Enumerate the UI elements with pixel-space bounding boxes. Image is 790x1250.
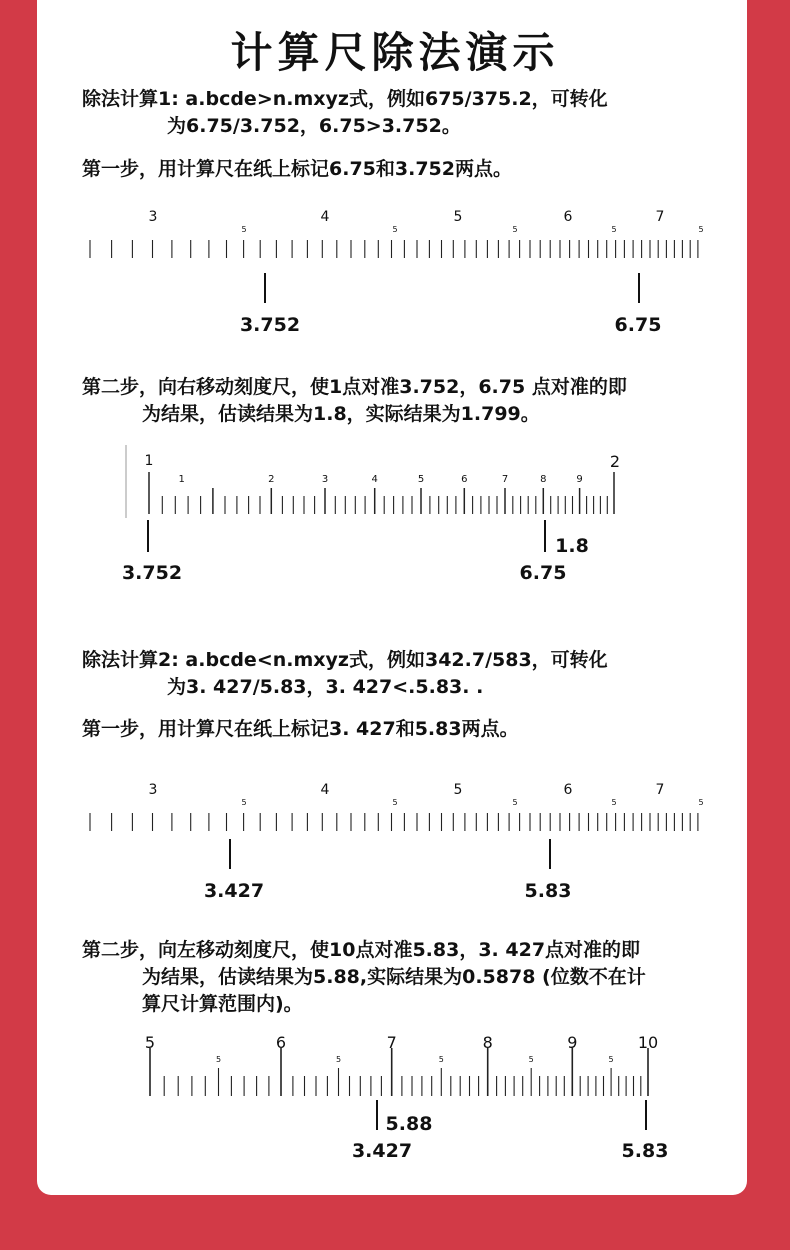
section2-step2-line3: 算尺计算范围内)。 <box>142 993 303 1015</box>
ruler3-major-7: 7 <box>655 782 665 798</box>
ruler2-inner-label: 5 <box>417 474 425 485</box>
ruler2-end-2: 2 <box>609 452 621 471</box>
ruler-2 <box>0 440 790 590</box>
section1-step2 <box>82 374 627 428</box>
ruler3-major-5: 5 <box>453 782 463 798</box>
ruler3-major-6: 6 <box>563 782 573 798</box>
section2-line1: 除法计算2: a.bcde<n.mxyz式，例如342.7/583，可转化 <box>82 649 608 671</box>
ruler2-inner-label: 1 <box>178 474 185 485</box>
section2-line2: 为3. 427/5.83，3. 427<.5.83. . <box>167 676 484 698</box>
ruler1-major-6: 6 <box>563 209 573 225</box>
section2-step2-line1: 第二步，向左移动刻度尺，使10点对准5.83，3. 427点对准的即 <box>82 939 641 961</box>
ruler1-major-3: 3 <box>148 209 158 225</box>
ruler-1 <box>0 200 790 340</box>
ruler2-inner-label: 4 <box>371 474 378 485</box>
ruler2-mark-label-a: 3.752 <box>121 562 183 584</box>
ruler4-minor-label: 5 <box>215 1055 222 1064</box>
ruler4-major-label: 10 <box>637 1033 659 1052</box>
section1-step2-line1: 第二步，向右移动刻度尺，使1点对准3.752，6.75 点对准的即 <box>82 376 627 398</box>
ruler2-inner-label: 9 <box>576 474 583 485</box>
ruler2-inner-label: 7 <box>501 474 509 485</box>
ruler-4 <box>0 1028 790 1168</box>
ruler3-minor-5d: 5 <box>611 798 617 807</box>
section2-intro <box>82 647 608 701</box>
ruler3-major-4: 4 <box>320 782 330 798</box>
ruler4-major-label: 6 <box>275 1033 287 1052</box>
ruler4-major-label: 5 <box>144 1033 156 1052</box>
ruler1-minor-5c: 5 <box>512 225 518 234</box>
ruler2-mark-label-b: 6.75 <box>519 562 567 584</box>
page-title: 计算尺除法演示 <box>230 28 560 77</box>
ruler1-minor-5e: 5 <box>698 225 704 234</box>
section2-step2-line2: 为结果，估读结果为5.88,实际结果为0.5878 (位数不在计 <box>142 966 646 988</box>
ruler1-major-7: 7 <box>655 209 665 225</box>
ruler4-minor-label: 5 <box>335 1055 342 1064</box>
ruler-3 <box>0 773 790 913</box>
ruler1-ticks <box>90 240 698 258</box>
ruler2-end-1: 1 <box>144 453 154 469</box>
ruler3-mark-label-a: 3.427 <box>203 880 265 902</box>
section1-line2: 为6.75/3.752，6.75>3.752。 <box>167 115 461 137</box>
ruler1-major-4: 4 <box>320 209 330 225</box>
ruler4-minor-label: 5 <box>528 1055 534 1064</box>
ruler4-major-label: 9 <box>567 1033 578 1052</box>
ruler2-result-label: 1.8 <box>555 535 589 557</box>
ruler2-inner-label: 3 <box>321 474 329 485</box>
ruler4-minor-label: 5 <box>438 1055 444 1064</box>
ruler1-mark-label-b: 6.75 <box>614 314 662 336</box>
ruler4-ticks <box>150 1048 648 1096</box>
ruler3-ticks <box>90 813 698 831</box>
ruler2-inner-label: 8 <box>540 474 547 485</box>
section2-step1: 第一步，用计算尺在纸上标记3. 427和5.83两点。 <box>82 718 519 740</box>
section1-line1: 除法计算1: a.bcde>n.mxyz式，例如675/375.2，可转化 <box>82 88 608 110</box>
ruler3-minor-5e: 5 <box>698 798 704 807</box>
ruler4-minor-label: 5 <box>608 1055 614 1064</box>
ruler3-minor-5a: 5 <box>241 798 247 807</box>
ruler2-inner-label: 6 <box>461 474 468 485</box>
section2-step2 <box>82 937 646 1018</box>
ruler2-inner-label: 2 <box>268 474 275 485</box>
ruler4-result-label: 5.88 <box>385 1113 433 1135</box>
ruler4-major-label: 7 <box>386 1033 397 1052</box>
ruler4-major-label: 8 <box>482 1033 493 1052</box>
ruler1-major-5: 5 <box>453 209 463 225</box>
ruler3-mark-label-b: 5.83 <box>524 880 572 902</box>
ruler3-minor-5b: 5 <box>392 798 398 807</box>
section1-step1: 第一步，用计算尺在纸上标记6.75和3.752两点。 <box>82 158 512 180</box>
ruler1-minor-5b: 5 <box>392 225 398 234</box>
ruler2-inner-labels <box>179 474 583 485</box>
section1-intro <box>82 86 608 140</box>
ruler4-mark-label-a: 3.427 <box>351 1140 413 1162</box>
ruler4-mark-label-b: 5.83 <box>621 1140 669 1162</box>
ruler3-minor-5c: 5 <box>512 798 518 807</box>
ruler1-mark-label-a: 3.752 <box>239 314 301 336</box>
ruler1-minor-5a: 5 <box>241 225 247 234</box>
ruler3-major-3: 3 <box>148 782 158 798</box>
section1-step2-line2: 为结果，估读结果为1.8，实际结果为1.799。 <box>142 403 540 425</box>
ruler1-minor-5d: 5 <box>611 225 617 234</box>
ruler4-major-labels <box>145 1033 658 1064</box>
